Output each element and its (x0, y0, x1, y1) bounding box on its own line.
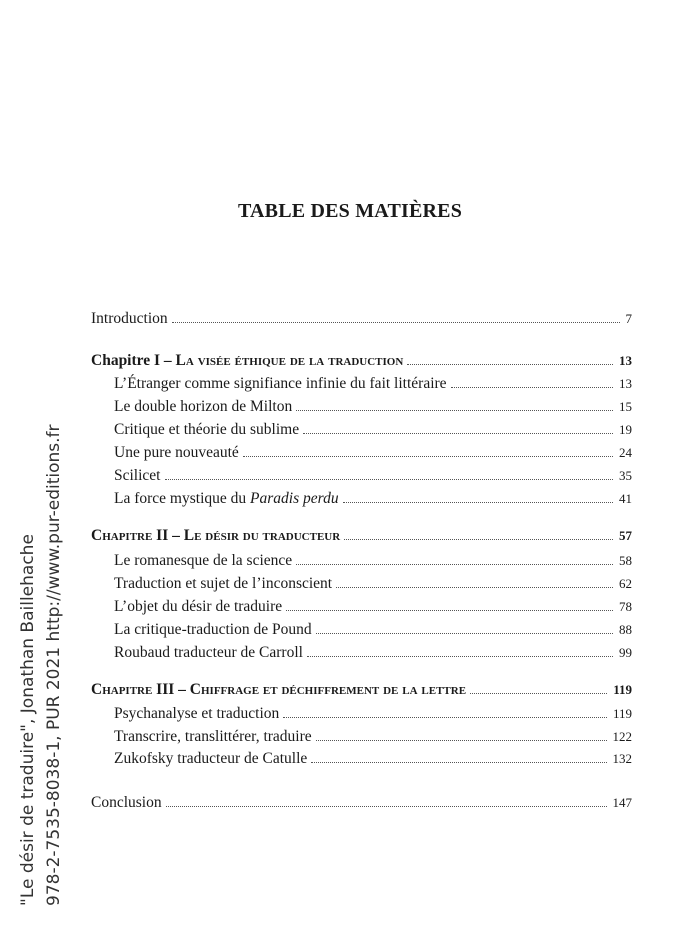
page-number: 13 (619, 353, 632, 368)
page-number: 58 (619, 553, 632, 568)
dot-leader (165, 479, 614, 480)
entry-label: Chapitre III – Chiffrage et déchiffrement de la lettre (91, 681, 467, 698)
entry-label (114, 489, 343, 509)
page-number: 19 (619, 422, 632, 437)
entry-label: Le double horizon de Milton (114, 398, 293, 415)
dot-leader (172, 322, 620, 323)
entry-label: Zukofsky traducteur de Catulle (114, 750, 308, 767)
page-number: 147 (612, 795, 632, 810)
entry-label: L’Étranger comme signifiance infinie du fait littéraire (114, 375, 447, 392)
toc-entry-introduction[interactable] (91, 309, 632, 329)
toc-chapter-2[interactable] (91, 526, 632, 546)
entry-label: Traduction et sujet de l’inconscient (114, 575, 333, 592)
dot-leader (336, 587, 613, 588)
page-number: 57 (619, 528, 632, 543)
page-number: 35 (619, 468, 632, 483)
page-number: 41 (619, 491, 632, 506)
entry-label (91, 351, 407, 371)
toc-entry[interactable] (114, 489, 632, 509)
dot-leader (311, 762, 606, 763)
entry-label: Scilicet (114, 467, 161, 484)
page-number: 99 (619, 645, 632, 660)
toc-entry[interactable] (114, 749, 632, 769)
toc-chapter-1[interactable] (91, 351, 632, 371)
dot-leader (407, 364, 613, 365)
toc-entry[interactable] (114, 643, 632, 663)
dot-leader (344, 539, 613, 540)
entry-italic-title: Paradis perdu (250, 490, 339, 507)
page-number: 122 (612, 729, 632, 744)
dot-leader (166, 806, 607, 807)
entry-label: Le romanesque de la science (114, 552, 293, 569)
entry-label: Roubaud traducteur de Carroll (114, 644, 303, 661)
page-number: 7 (625, 311, 632, 326)
entry-label: La critique-traduction de Pound (114, 621, 312, 638)
dot-leader (343, 502, 613, 503)
dot-leader (451, 387, 613, 388)
toc-entry[interactable] (114, 551, 632, 571)
entry-label: Psychanalyse et traduction (114, 705, 280, 722)
entry-label: Transcrire, translittérer, traduire (114, 728, 312, 745)
toc-chapter-3[interactable] (91, 680, 632, 700)
toc-entry[interactable] (114, 597, 632, 617)
page-number: 78 (619, 599, 632, 614)
toc-entry[interactable] (114, 466, 632, 486)
chapter-prefix: Chapitre I – (91, 352, 176, 369)
toc-entry[interactable] (114, 620, 632, 640)
entry-text: La force mystique du (114, 490, 251, 507)
dot-leader (296, 564, 613, 565)
page-number: 62 (619, 576, 632, 591)
page-number: 88 (619, 622, 632, 637)
dot-leader (316, 633, 613, 634)
dot-leader (286, 610, 613, 611)
dot-leader (296, 410, 613, 411)
toc-entry[interactable] (114, 704, 632, 724)
toc-entry[interactable] (114, 574, 632, 594)
watermark-line-1: "Le désir de traduire", Jonathan Baillehache (18, 534, 38, 906)
watermark-line-2: 978-2-7535-8038-1, PUR 2021 http://www.pur-editions.fr (44, 424, 64, 906)
dot-leader (316, 740, 607, 741)
dot-leader (243, 456, 613, 457)
page-number: 24 (619, 445, 632, 460)
page-title: TABLE DES MATIÈRES (237, 200, 463, 222)
entry-label: Introduction (91, 310, 168, 327)
toc-entry[interactable] (114, 420, 632, 440)
page-number: 15 (619, 399, 632, 414)
toc-entry-conclusion[interactable] (91, 793, 632, 813)
dot-leader (283, 717, 607, 718)
page-number: 132 (612, 751, 632, 766)
dot-leader (470, 693, 607, 694)
entry-label: L’objet du désir de traduire (114, 598, 283, 615)
entry-label: Critique et théorie du sublime (114, 421, 300, 438)
entry-label: Chapitre II – Le désir du traducteur (91, 527, 341, 544)
toc-entry[interactable] (114, 727, 632, 747)
page-number: 13 (619, 376, 632, 391)
dot-leader (307, 656, 613, 657)
entry-label: Une pure nouveauté (114, 444, 239, 461)
entry-label: Conclusion (91, 794, 162, 811)
dot-leader (303, 433, 613, 434)
toc-entry[interactable] (114, 374, 632, 394)
toc-entry[interactable] (114, 443, 632, 463)
toc-entry[interactable] (114, 397, 632, 417)
page-number: 119 (612, 706, 632, 721)
page-number: 119 (613, 682, 632, 697)
chapter-title: La visée éthique de la traduction (175, 352, 404, 369)
